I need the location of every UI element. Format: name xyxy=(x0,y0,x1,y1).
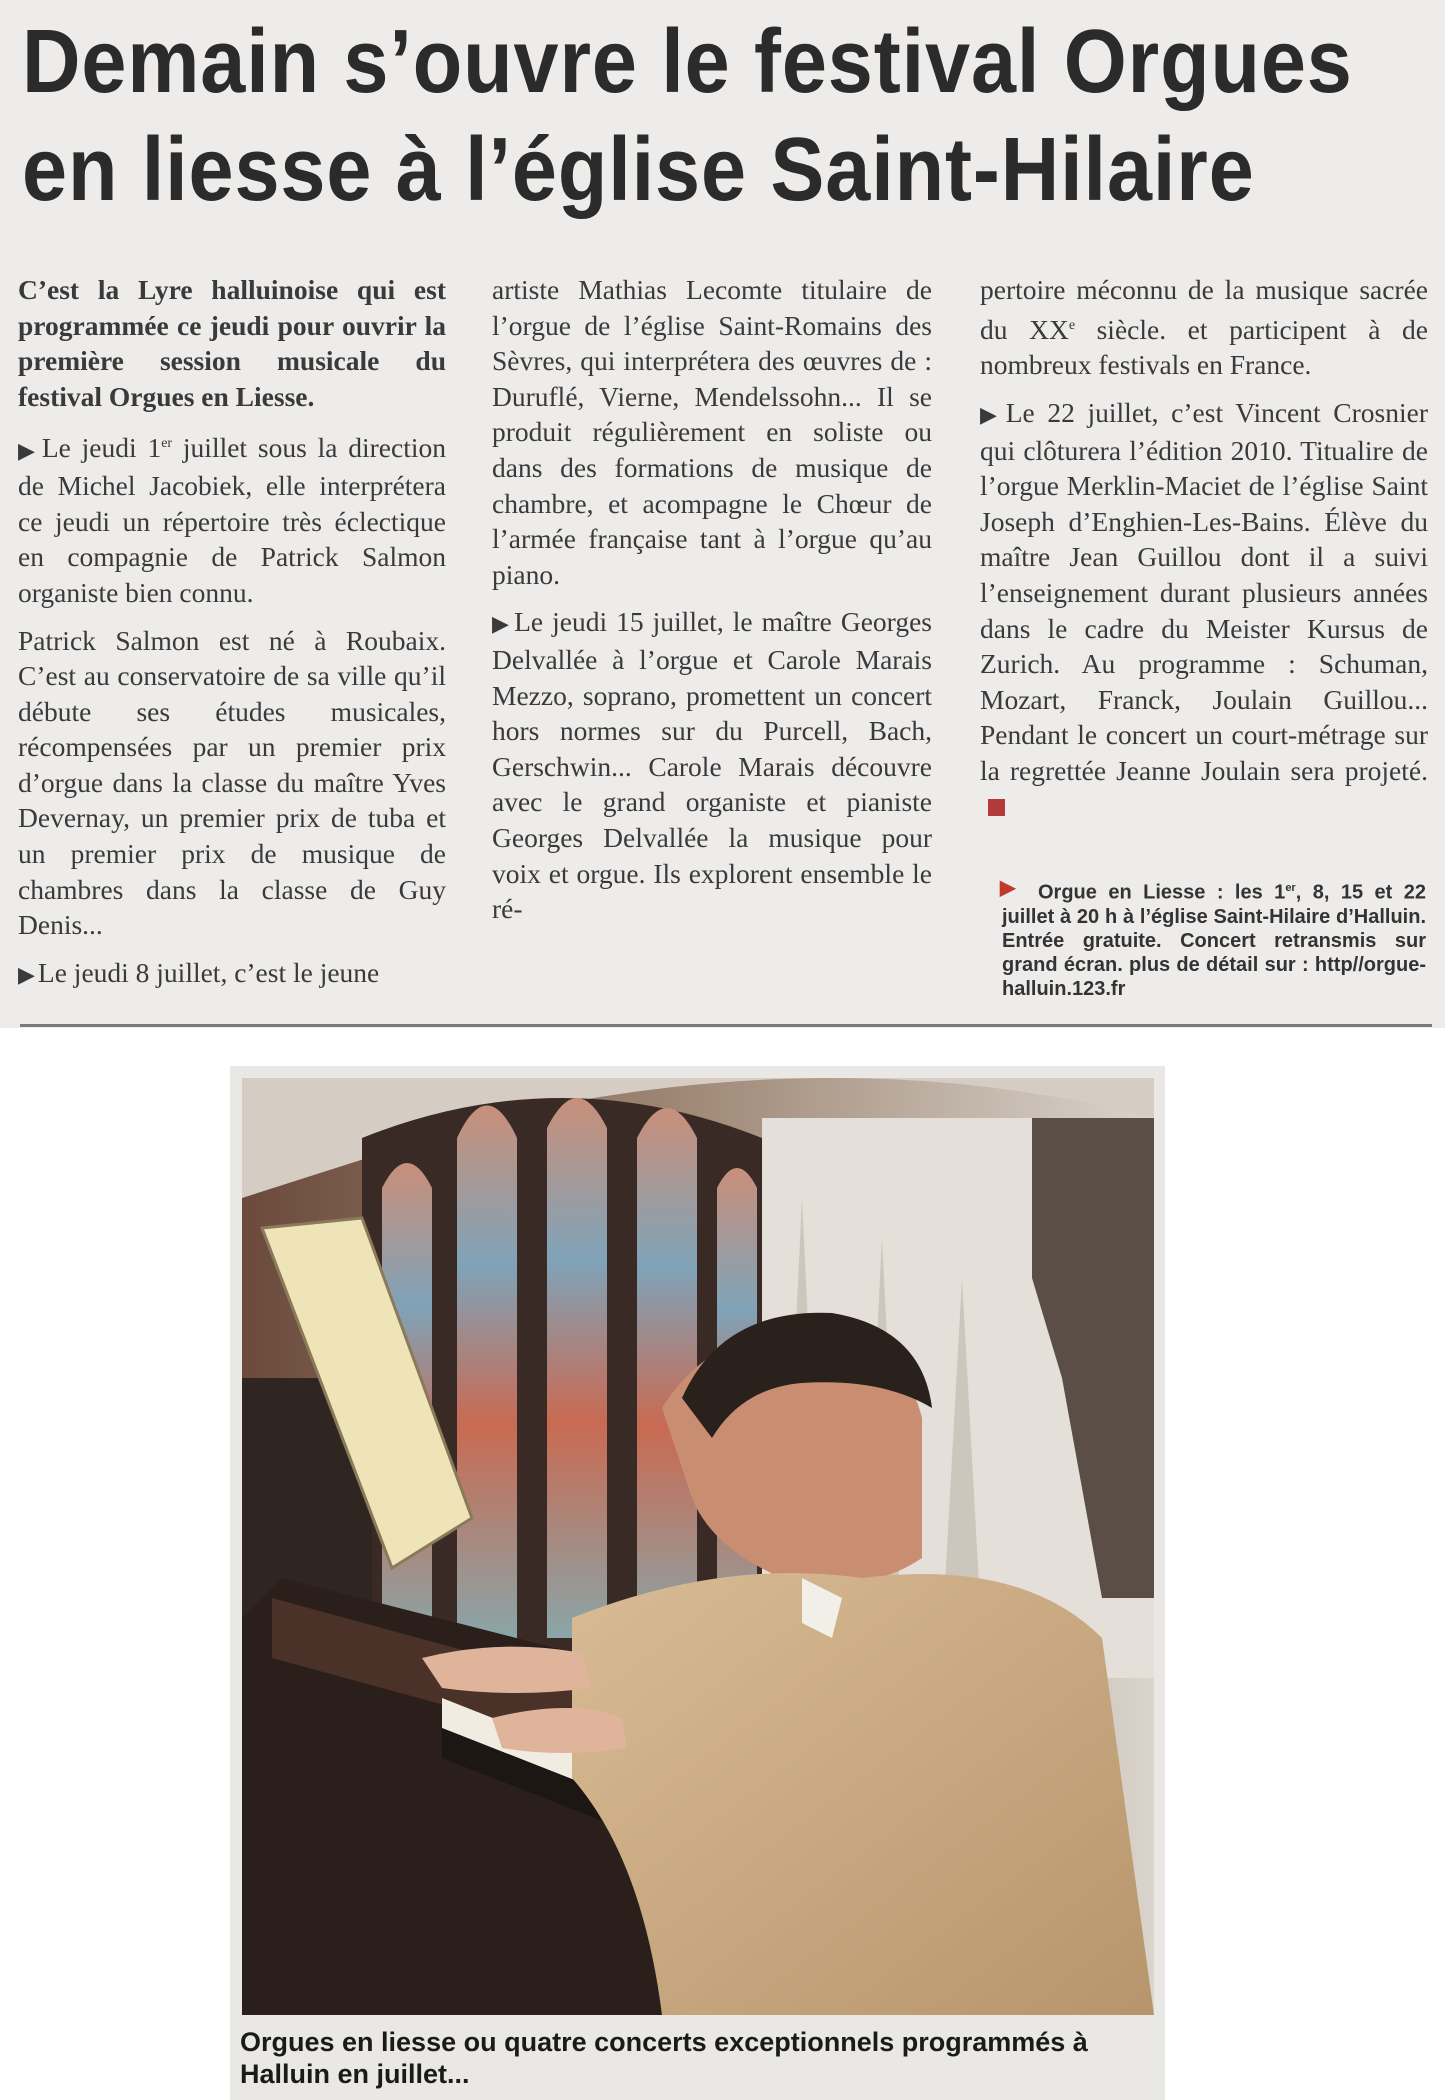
paragraph: artiste Mathias Lecomte titulaire de l’orgue de l’église Saint-Romains des Sèvres, qui interprétera des œuvres de : Duruflé, Vierne, Mendelssohn... Il se produit régulièrement en soliste ou dans des formations de musique de chambre, et acompagne le Chœur de l’armée française tant à l’orgue qu’au piano. xyxy=(492,274,932,590)
headline xyxy=(22,8,1353,224)
paragraph: pertoire méconnu de la musique sacrée du XXe siècle. et participent à de nombreux festivals en France. xyxy=(980,274,1428,381)
arrow-icon: ▶ xyxy=(18,961,35,987)
arrow-icon: ▶ xyxy=(18,437,39,463)
info-box xyxy=(1002,876,1426,1001)
article-column-2 xyxy=(492,272,932,939)
paragraph: ▶ Le jeudi 15 juillet, le maître Georges Delvallée à l’orgue et Carole Marais Mezzo, soprano, promettent un concert hors normes sur du Purcell, Bach, Gerschwin... Carole Marais découvre avec le grand organiste et pianiste Georges Delvallée la musique pour voix et orgue. Ils explorent ensemble le ré- xyxy=(492,606,932,925)
headline-line-2: en liesse à l’église Saint-Hilaire xyxy=(22,120,1255,220)
arrow-icon: ▶ xyxy=(492,611,512,637)
lead-paragraph: C’est la Lyre halluinoise qui est programmée ce jeudi pour ouvrir la première session musicale du festival Orgues en Liesse. xyxy=(18,274,446,412)
arrow-icon: ▶ xyxy=(980,401,1003,427)
article-column-3 xyxy=(980,272,1428,836)
organist-photo xyxy=(242,1078,1154,2015)
photo-frame xyxy=(230,1066,1165,2100)
paragraph: ▶ Le 22 juillet, c’est Vincent Crosnier qui clôturera l’édition 2010. Titualire de l’orgue Merklin-Maciet de l’église Saint Joseph d’Enghien-Les-Bains. Élève du maître Jean Guillou dont il a suivi l’enseignement durant plusieurs années dans le cadre du Meister Kursus de Zurich. Au programme : Schuman, Mozart, Franck, Joulain Guillou... Pendant le concert un court-métrage sur la regrettée Jeanne Joulain sera projeté. xyxy=(980,395,1428,824)
info-text: Orgue en Liesse : les 1er, 8, 15 et 22 juillet à 20 h à l’église Saint-Hilaire d’Halluin. Entrée gratuite. Concert retransmis sur grand écran. plus de détail sur : http//orgue-halluin.123.fr xyxy=(1002,881,1426,1000)
paragraph: ▶ Le jeudi 1er juillet sous la direction de Michel Jacobiek, elle interprétera ce jeudi un répertoire très éclectique en compagnie de Patrick Salmon organiste bien connu. xyxy=(18,432,446,608)
headline-line-1: Demain s’ouvre le festival Orgues xyxy=(22,12,1353,112)
paragraph: Patrick Salmon est né à Roubaix. C’est au conservatoire de sa ville qu’il débute ses études musicales, récompensées par un premier prix d’orgue dans la classe du maître Yves Devernay, un premier prix de tuba et un premier prix de musique de chambres dans la classe de Guy Denis... xyxy=(18,624,446,941)
paragraph: ▶ Le jeudi 8 juillet, c’est le jeune xyxy=(18,956,380,988)
article xyxy=(0,0,1445,1028)
divider xyxy=(20,1024,1432,1027)
photo-caption: Orgues en liesse ou quatre concerts exceptionnels programmés à Halluin en juillet... xyxy=(240,2027,1088,2089)
organist-photo-illustration xyxy=(242,1078,1154,2015)
article-column-1 xyxy=(18,272,446,1004)
red-square-icon xyxy=(988,799,1005,816)
arrow-icon: ▶ xyxy=(1000,877,1016,899)
